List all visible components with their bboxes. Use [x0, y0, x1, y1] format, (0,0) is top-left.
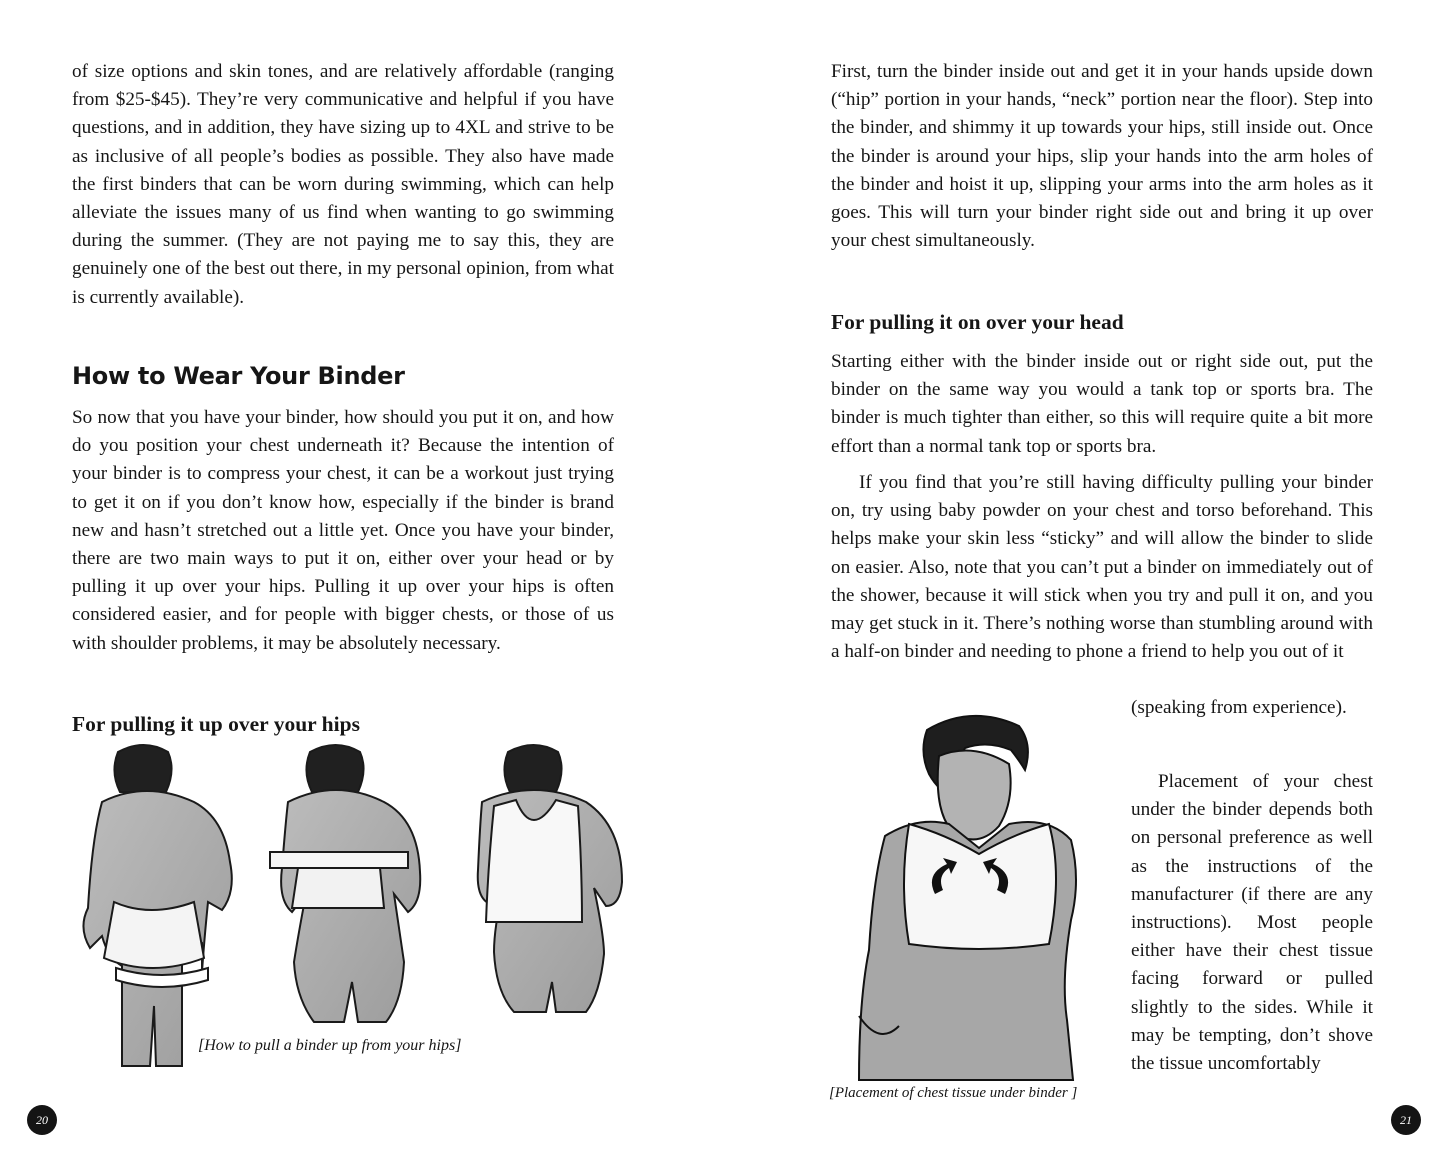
figure-binder-in-place: [478, 745, 622, 1012]
binder: [904, 824, 1056, 949]
placement-paragraph: Placement of your chest under the binder depends both on personal preference as well as the instructions of the manufacturer (if there are any instructions). Most people either have their chest tissue facing forward or pulled slightly to the sides. While it may be tempting, don’t shove the tissue uncomfortably: [1131, 771, 1373, 1075]
powder-paragraph: If you find that you’re still having difficulty pulling your binder on, try using baby powder on your chest and torso beforehand. This helps make your skin less “sticky” and will allow the binder to slide on easier. Also, note that you can’t put a binder on immediately out of the shower, because it will stick when you try and pull it on, and you may get stuck in it. There’s nothing worse than stumbling around with a half-on binder and needing to phone a friend to help you out of it: [831, 472, 1373, 663]
page-number-right: 21: [1391, 1105, 1421, 1135]
page-number-left: 20: [27, 1105, 57, 1135]
placement-figure-caption: [Placement of chest tissue under binder ]: [829, 1085, 1078, 1101]
hips-figure-caption: [How to pull a binder up from your hips]: [198, 1037, 462, 1054]
hips-illustration: [74, 742, 626, 1027]
section-paragraph: So now that you have your binder, how should you put it on, and how do you position your chest underneath it? Because the intention of your binder is to compress your chest, it can be a workout just trying to get it on if you don’t know how, especially if the binder is brand new and hasn’t stretched out a little yet. Once you have your binder, there are two main ways to put it on, either over your head or by pulling it up over your hips. Pulling it up over your hips is often considered easier, and for people with bigger chests, or those of us with shoulder problems, it may be absolutely necessary.: [72, 407, 614, 654]
figure-binder-at-waist: [270, 745, 420, 1022]
left-page: [0, 0, 722, 1156]
head-paragraph: Starting either with the binder inside out or right side out, put the binder on the same way you would a tank top or sports bra. The binder is much tighter than either, so this will require quite a bit more effort than a normal tank top or sports bra.: [831, 351, 1373, 457]
right-page: [723, 0, 1445, 1156]
hips-paragraph: First, turn the binder inside out and get it in your hands upside down (“hip” portion in your hands, “neck” portion near the floor). Step into the binder, and shimmy it up towards your hips, still inside out. Once the binder is around your hips, slip your hands into the arm holes of the binder and hoist it up, slipping your arms into the arm holes as it goes. This will turn your binder right side out and bring it up over your chest simultaneously.: [831, 61, 1373, 252]
intro-paragraph: of size options and skin tones, and are relatively affordable (ranging from $25-$45). They’re very communicative and helpful if you have questions, and in addition, they have sizing up to 4XL and strive to be as inclusive of all people’s bodies as possible. They also have made the first binders that can be worn during swimming, which can help alleviate the issues many of us find when wanting to go swimming during the summer. (They are not paying me to say this, they are genuinely one of the best out there, in my personal opinion, from what is currently available).: [72, 61, 614, 308]
figure-binder-at-hips: [83, 745, 231, 1066]
chest-placement-illustration: [835, 716, 1105, 1080]
head-subheading: For pulling it on over your head: [831, 310, 1124, 334]
powder-paragraph-end: (speaking from experience).: [1131, 697, 1347, 718]
hips-subheading: For pulling it up over your hips: [72, 712, 360, 736]
section-heading: How to Wear Your Binder: [72, 362, 405, 390]
